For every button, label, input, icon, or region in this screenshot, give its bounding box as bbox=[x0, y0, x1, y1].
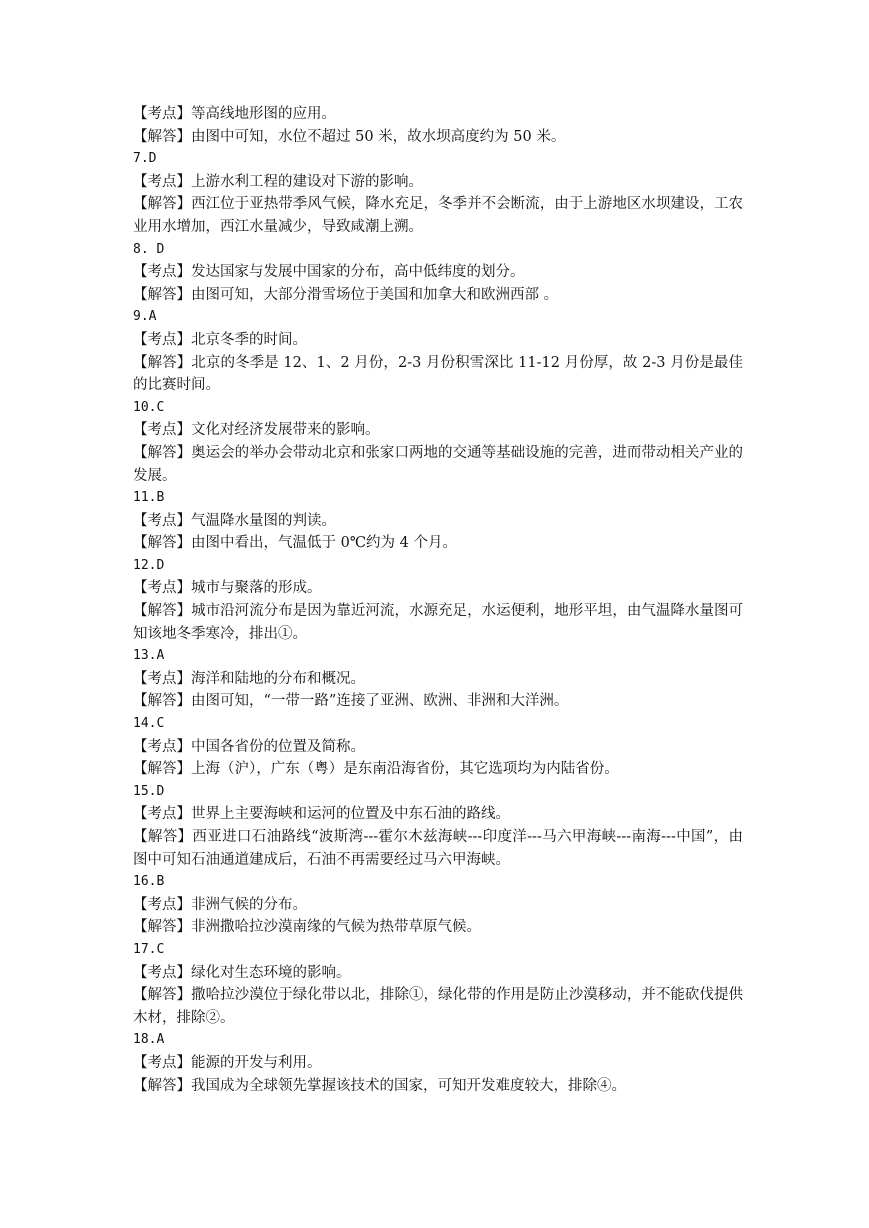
point-line: 【考点】海洋和陆地的分布和概况。 bbox=[133, 670, 365, 687]
explanation-line: 【解答】由图中可知，水位不超过 50 米，故水坝高度约为 50 米。 bbox=[133, 128, 566, 145]
explanation-line: 【解答】由图可知，大部分滑雪场位于美国和加拿大和欧洲西部 。 bbox=[133, 286, 559, 303]
answer-label: 11.B bbox=[133, 490, 165, 506]
answer-label: 14.C bbox=[133, 716, 165, 732]
point-line: 【考点】非洲气候的分布。 bbox=[133, 896, 307, 913]
explanation-line: 【解答】西江位于亚热带季风气候，降水充足，冬季并不会断流，由于上游地区水坝建设，工农业用水增加，西江水量减少，导致咸潮上溯。 bbox=[133, 196, 744, 235]
explanation-line: 【解答】由图可知，“一带一路”连接了亚洲、欧洲、非洲和大洋洲。 bbox=[133, 693, 569, 710]
point-line: 【考点】文化对经济发展带来的影响。 bbox=[133, 422, 380, 439]
answer-key-body bbox=[133, 103, 743, 1097]
explanation-line: 【解答】西亚进口石油路线“波斯湾---霍尔木兹海峡---印度洋---马六甲海峡---南海---中国”，由图中可知石油通道建成后，石油不再需要经过马六甲海峡。 bbox=[133, 829, 743, 868]
answer-label: 17.C bbox=[133, 941, 165, 957]
answer-label: 16.B bbox=[133, 874, 165, 890]
point-line: 【考点】城市与聚落的形成。 bbox=[133, 580, 322, 597]
point-line: 【考点】世界上主要海峡和运河的位置及中东石油的路线。 bbox=[133, 806, 510, 823]
explanation-line: 【解答】城市沿河流分布是因为靠近河流，水源充足，水运便利，地形平坦，由气温降水量图可知该地冬季寒冷，排出①。 bbox=[133, 603, 744, 642]
explanation-line: 【解答】撒哈拉沙漠位于绿化带以北，排除①，绿化带的作用是防止沙漠移动，并不能砍伐提供木材，排除②。 bbox=[133, 987, 744, 1026]
answer-label: 8. D bbox=[133, 241, 165, 257]
answer-label: 9.A bbox=[133, 309, 157, 325]
point-line: 【考点】上游水利工程的建设对下游的影响。 bbox=[133, 173, 423, 190]
explanation-line: 【解答】奥运会的举办会带动北京和张家口两地的交通等基础设施的完善，进而带动相关产业的发展。 bbox=[133, 444, 744, 484]
point-line: 【考点】绿化对生态环境的影响。 bbox=[133, 964, 351, 981]
explanation-line: 【解答】北京的冬季是 12、1、2 月份，2-3 月份积雪深比 11-12 月份厚，故 2-3 月份是最佳的比赛时间。 bbox=[133, 354, 743, 394]
point-line: 【考点】等高线地形图的应用。 bbox=[133, 106, 336, 122]
answer-label: 13.A bbox=[133, 648, 165, 664]
answer-label: 10.C bbox=[133, 399, 165, 415]
explanation-line: 【解答】由图中看出，气温低于 0℃约为 4 个月。 bbox=[133, 535, 457, 552]
point-line: 【考点】气温降水量图的判读。 bbox=[133, 512, 336, 529]
answer-label: 12.D bbox=[133, 557, 165, 573]
answer-label: 18.A bbox=[133, 1032, 165, 1048]
answer-label: 7.D bbox=[133, 151, 157, 167]
point-line: 【考点】北京冬季的时间。 bbox=[133, 331, 307, 348]
explanation-line: 【解答】非洲撒哈拉沙漠南缘的气候为热带草原气候。 bbox=[133, 919, 481, 936]
point-line: 【考点】中国各省份的位置及简称。 bbox=[133, 738, 365, 755]
explanation-line: 【解答】上海（沪），广东（粤）是东南沿海省份，其它选项均为内陆省份。 bbox=[133, 761, 619, 778]
answer-label: 15.D bbox=[133, 783, 165, 799]
point-line: 【考点】发达国家与发展中国家的分布，高中低纬度的划分。 bbox=[133, 264, 525, 281]
point-line: 【考点】能源的开发与利用。 bbox=[133, 1054, 322, 1071]
explanation-line: 【解答】我国成为全球领先掌握该技术的国家，可知开发难度较大，排除④。 bbox=[133, 1077, 626, 1094]
